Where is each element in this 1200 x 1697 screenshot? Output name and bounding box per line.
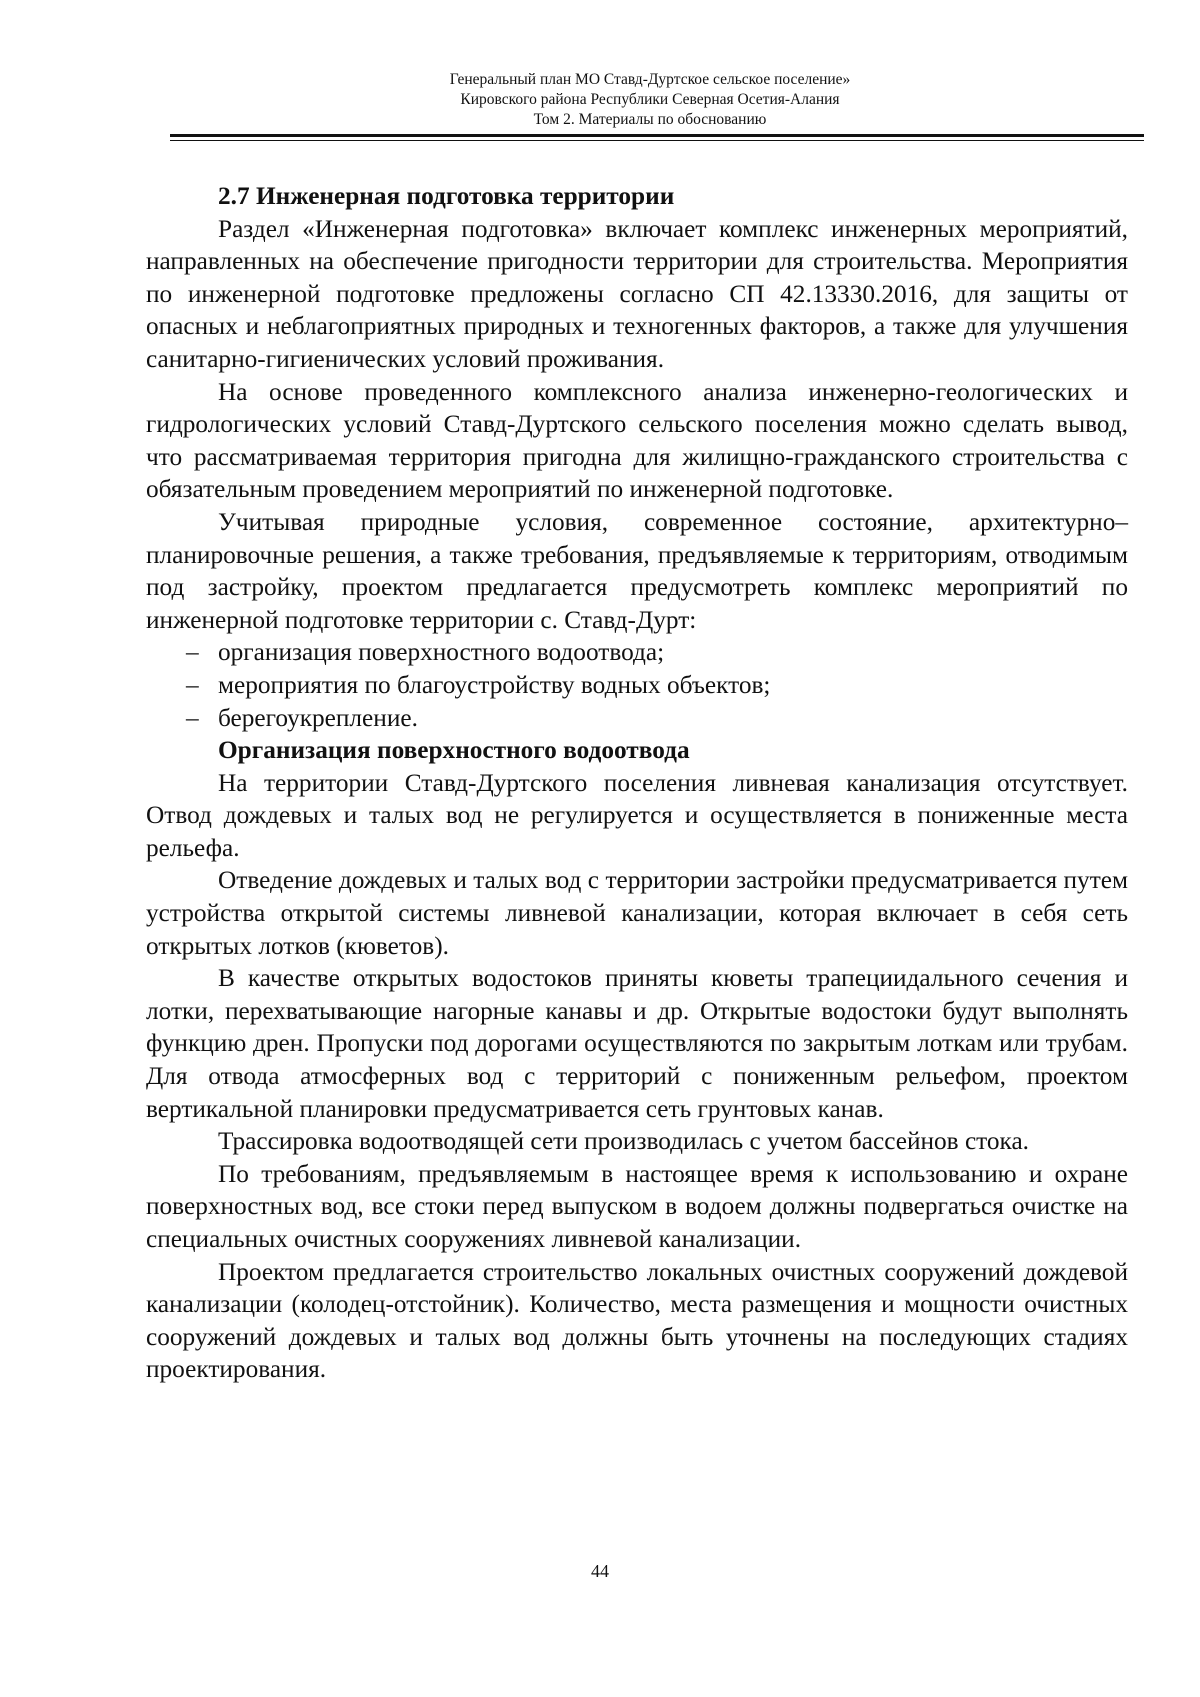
paragraph: Проектом предлагается строительство локальных очистных сооружений дождевой канализации (колодец-отстойник). Количество, места размещения и мощности очистных сооружений дождевых и талых вод должны быть уточнены на последующих стадиях проектирования. xyxy=(146,1257,1128,1384)
paragraph: Раздел «Инженерная подготовка» включает комплекс инженерных мероприятий, направленных на обеспечение пригодности территории для строительства. Мероприятия по инженерной подготовке предложены согласно СП 42.13330.2016, для защиты от опасных и неблагоприятных природных и техногенных факторов, а также для улучшения санитарно-гигиенических условий проживания. xyxy=(146,214,1128,373)
list-marker: – xyxy=(186,703,199,732)
measures-list xyxy=(146,636,1128,734)
running-header xyxy=(170,70,1130,130)
header-line-2: Кировского района Республики Северная Осетия-Алания xyxy=(460,91,840,108)
paragraph: По требованиям, предъявляемым в настоящее время к использованию и охране поверхностных вод, все стоки перед выпуском в водоем должны подвергаться очистке на специальных очистных сооружениях ливневой канализации. xyxy=(146,1159,1128,1253)
list-item-text: организация поверхностного водоотвода; xyxy=(218,638,665,667)
list-item-text: мероприятия по благоустройству водных объектов; xyxy=(218,670,771,699)
list-item xyxy=(146,669,1128,702)
paragraph: На территории Ставд-Дуртского поселения ливневая канализация отсутствует. Отвод дождевых и талых вод не регулируется и осуществляется в пониженные места рельефа. xyxy=(146,768,1128,862)
list-item-text: берегоукрепление. xyxy=(218,703,418,732)
list-marker: – xyxy=(186,670,199,699)
list-item xyxy=(146,636,1128,669)
paragraph: В качестве открытых водостоков приняты кюветы трапециидального сечения и лотки, перехватывающие нагорные канавы и др. Открытые водостоки будут выполнять функцию дрен. Пропуски под дорогами осуществляются по закрытым лоткам или трубам. Для отвода атмосферных вод с территорий с пониженным рельефом, проектом вертикальной планировки предусматривается сеть грунтовых канав. xyxy=(146,964,1128,1123)
header-rule-thin xyxy=(170,140,1144,141)
paragraph: Учитывая природные условия, современное состояние, архитектурно–планировочные решения, а также требования, предъявляемые к территориям, отводимым под застройку, проектом предлагается предусмотреть комплекс мероприятий по инженерной подготовке территории с. Ставд-Дурт: xyxy=(146,507,1128,634)
header-line-1: Генеральный план МО Ставд-Дуртское сельское поселение» xyxy=(449,71,851,88)
subsection-title: Организация поверхностного водоотвода xyxy=(218,736,690,765)
header-line-3: Том 2. Материалы по обоснованию xyxy=(533,111,767,128)
page-content xyxy=(146,180,1128,1386)
list-marker: – xyxy=(186,638,199,667)
paragraph: На основе проведенного комплексного анализа инженерно-геологических и гидрологических условий Ставд-Дуртского сельского поселения можно сделать вывод, что рассматриваемая территория пригодна для жилищно-гражданского строительства с обязательным проведением мероприятий по инженерной подготовке. xyxy=(146,377,1128,504)
header-rule-thick xyxy=(170,134,1144,137)
list-item xyxy=(146,702,1128,735)
paragraph: Отведение дождевых и талых вод с территории застройки предусматривается путем устройства открытой системы ливневой канализации, которая включает в себя сеть открытых лотков (кюветов). xyxy=(146,866,1128,960)
page-number: 44 xyxy=(591,1561,609,1581)
section-title: 2.7 Инженерная подготовка территории xyxy=(218,182,675,210)
paragraph: Трассировка водоотводящей сети производилась с учетом бассейнов стока. xyxy=(218,1127,1030,1156)
